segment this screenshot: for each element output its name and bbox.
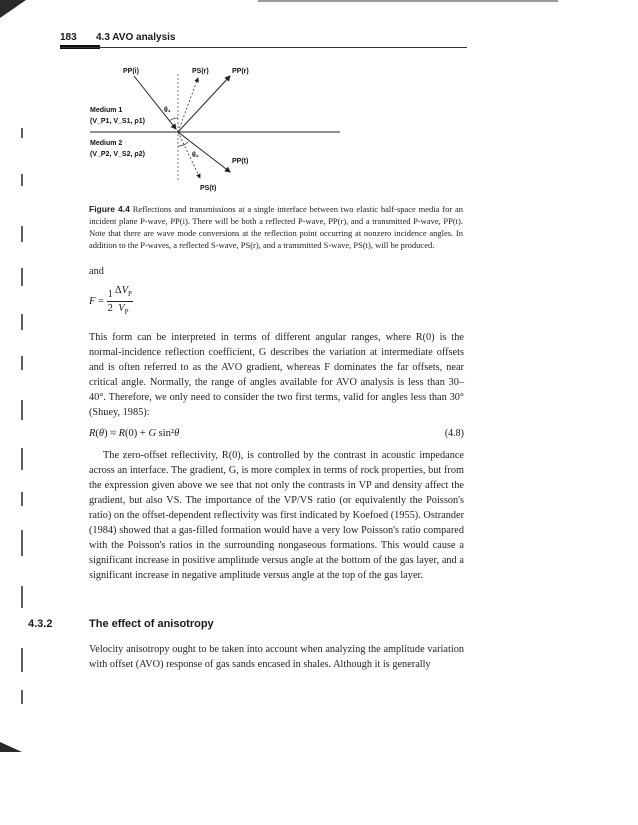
reflected-s-ray <box>178 78 198 132</box>
margin-mark <box>21 356 23 370</box>
equation-number: (4.8) <box>444 428 464 439</box>
margin-mark <box>21 690 23 704</box>
medium2-title: Medium 2 <box>90 140 123 147</box>
medium2-params: (V_P2, V_S2, ρ2) <box>90 151 145 158</box>
label-pp-incident: PP(i) <box>123 68 139 75</box>
margin-mark <box>21 314 23 330</box>
paragraph-angular-ranges: This form can be interpreted in terms of different angular ranges, where R(0) is the normal-incidence reflection coefficient, G describes the variation at intermediate offsets and is often referred to as the AVO gradient, whereas F dominates the far offsets, near critical angle. Normally, the range of angles available for AVO analysis is less than 30–40°. Therefore, we only need to consider the two first terms, valid for angles less than 30° (Shuey, 1985): <box>89 332 464 418</box>
page-number: 183 <box>60 32 77 43</box>
margin-mark <box>21 492 23 506</box>
label-ps-reflected: PS(r) <box>192 68 209 75</box>
transmitted-p-ray <box>178 132 230 172</box>
margin-mark <box>21 226 23 242</box>
running-title: 4.3 AVO analysis <box>96 32 176 43</box>
margin-mark <box>21 530 23 556</box>
equation-4-8: R(θ) ≈ R(0) + G sin²θ (4.8) <box>89 428 464 439</box>
scan-corner-mark-bottom <box>0 742 22 752</box>
label-ps-transmitted: PS(t) <box>200 185 217 192</box>
margin-mark <box>21 448 23 470</box>
label-pp-reflected: PP(r) <box>232 68 249 75</box>
theta1-arc <box>169 118 178 121</box>
medium1-params: (V_P1, V_S1, ρ1) <box>90 118 145 125</box>
figure-caption <box>89 203 463 251</box>
label-pp-transmitted: PP(t) <box>232 158 249 165</box>
caption-label: Figure 4.4 <box>89 204 130 214</box>
figure-4-4 <box>90 60 340 200</box>
section-title: The effect of anisotropy <box>89 618 214 630</box>
margin-mark <box>21 586 23 608</box>
caption-text: Reflections and transmissions at a single interface between two elastic half-space media for an incident plane P-wave, PP(i). There will be both a reflected P-wave, PP(r), and a transmitted P-wave, PP(t). Note that there are wave mode conversions at the reflection point occurring at nonzero incidence angles. In addition to the P-waves, a reflected S-wave, PS(r), and a transmitted S-wave, PS(t), will be produced. <box>89 204 464 250</box>
paragraph-zero-offset: The zero-offset reflectivity, R(0), is controlled by the contrast in acoustic impedance across an interface. The gradient, G, is more complex in terms of rock properties, but from the expression given above we see that not only the contrasts in VP and density affect the gradient, but also VS. The importance of the VP/VS ratio (or equivalently the Poisson's ratio) on the offset-dependent reflectivity was first indicated by Koefoed (1955). Ostrander (1984) showed that a gas-filled formation would have a very low Poisson's ratio compared with the Poisson's ratios in the surrounding nongaseous formations. This would cause a significant increase in positive amplitude versus angle at the bottom of the gas layer, and a significant increase in negative amplitude versus angle at the top of the gas layer. <box>89 450 464 581</box>
paragraph-anisotropy: Velocity anisotropy ought to be taken into account when analyzing the amplitude variation with offset (AVO) response of gas sands encased in shales. Although it is generally <box>89 644 464 670</box>
label-theta2: θ₂ <box>192 152 199 159</box>
section-number: 4.3.2 <box>28 618 53 630</box>
theta2-arc <box>178 142 188 146</box>
medium1-title: Medium 1 <box>90 107 123 114</box>
margin-mark <box>21 174 23 186</box>
margin-mark <box>21 400 23 420</box>
label-theta1: θ₁ <box>164 107 171 114</box>
margin-mark <box>21 268 23 286</box>
header-rule <box>60 47 467 48</box>
word-and: and <box>89 266 104 277</box>
reflected-p-ray <box>178 76 230 132</box>
margin-mark <box>21 128 23 138</box>
margin-mark <box>21 648 23 672</box>
interface-diagram <box>90 60 340 200</box>
scan-corner-mark <box>0 0 26 18</box>
equation-F: F = $\frac{1}{2}$ $\frac{\Delta V_P}{V_P}$ <box>89 285 132 317</box>
scan-streak <box>258 0 558 2</box>
